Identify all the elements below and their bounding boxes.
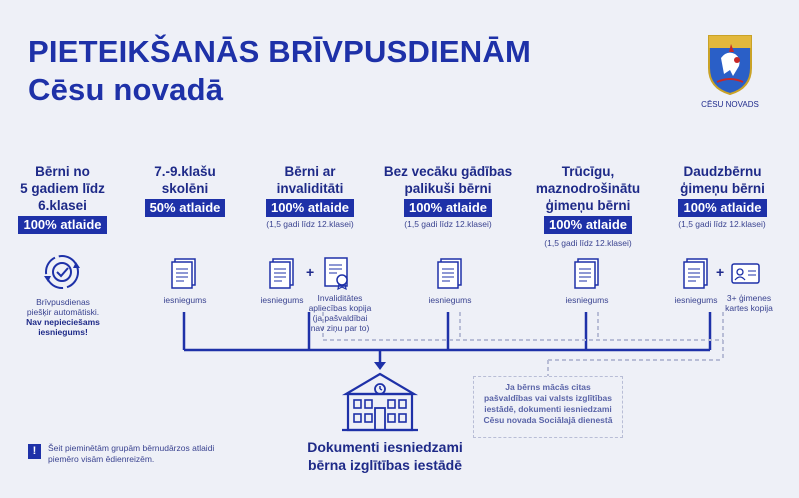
document-icon <box>170 258 198 290</box>
group-heading-line: Trūcīgu, <box>561 164 615 179</box>
info-line: pašvaldības vai valsts izglītības <box>483 393 613 403</box>
group-heading-line: invaliditāti <box>276 181 344 196</box>
auto-bold-line: Nav nepieciešams <box>26 317 100 327</box>
group-heading-line: Daudzbērnu <box>683 164 762 179</box>
footnote-line: piemēro visām ēdienreizēm. <box>48 453 155 464</box>
document-icon <box>682 258 710 290</box>
plus-sign: + <box>306 264 315 280</box>
age-range-note: (1,5 gadi līdz 12.klasei) <box>404 219 492 229</box>
age-range-note: (1,5 gadi līdz 12.klasei) <box>544 238 632 248</box>
school-building-icon <box>340 372 420 434</box>
automatic-assignment-text <box>13 297 113 337</box>
submission-destination <box>290 438 480 474</box>
footnote <box>48 443 248 464</box>
page-title: PIETEIKŠANĀS BRĪVPUSDIENĀM <box>28 34 531 69</box>
document-icon <box>573 258 601 290</box>
document-label-line: kartes kopija <box>725 303 773 313</box>
document-label-line: apliecības kopija <box>308 303 372 313</box>
info-line: iestādē, dokumenti iesniedzami <box>484 404 612 414</box>
group-heading-line: ģimeņu bērni <box>680 181 765 196</box>
page-subtitle: Cēsu novadā <box>28 72 224 107</box>
document-label-multiline <box>300 293 380 333</box>
document-label-line: 3+ ģimenes <box>726 293 772 303</box>
auto-text-line: piešķir automātiski. <box>26 307 100 317</box>
discount-badge: 100% atlaide <box>678 199 766 217</box>
auto-bold-line: iesniegums! <box>38 327 88 337</box>
crest-label: CĒSU NOVADS <box>701 100 759 109</box>
final-text-line: bērna izglītības iestādē <box>307 457 463 473</box>
document-label-line: (ja pašvaldībai <box>312 313 368 323</box>
group-heading-line: skolēni <box>161 181 209 196</box>
group-heading-line: maznodrošinātu <box>535 181 641 196</box>
age-range-note: (1,5 gadi līdz 12.klasei) <box>266 219 354 229</box>
group-heading-line: 5 gadiem līdz <box>20 181 105 196</box>
group-heading-line: Bez vecāku gādības <box>383 164 513 179</box>
discount-badge: 100% atlaide <box>544 216 632 234</box>
group-heading-line: ģimeņu bērni <box>545 198 631 213</box>
footnote-line: Šeit pieminētām grupām bērnudārzos atlaidi <box>48 443 215 453</box>
group-heading-line: palikuši bērni <box>404 181 492 196</box>
document-label: iesniegums <box>674 295 718 305</box>
final-text-line: Dokumenti iesniedzami <box>307 439 463 455</box>
discount-badge: 100% atlaide <box>18 216 106 234</box>
group-heading-line: 7.-9.klašu <box>154 164 216 179</box>
other-municipality-info-box <box>473 376 623 438</box>
certificate-copy-icon <box>322 256 352 290</box>
document-label: iesniegums <box>163 295 207 305</box>
age-range-note: (1,5 gadi līdz 12.klasei) <box>678 219 766 229</box>
auto-text-line: Brīvpusdienas <box>36 297 90 307</box>
discount-badge: 50% atlaide <box>145 199 226 217</box>
group-heading-line: 6.klasei <box>38 198 87 213</box>
document-icon <box>436 258 464 290</box>
document-icon <box>268 258 296 290</box>
document-label: iesniegums <box>428 295 472 305</box>
family-card-icon <box>731 262 761 286</box>
automatic-process-icon <box>42 252 82 292</box>
document-label-line: Invaliditātes <box>317 293 363 303</box>
document-label: iesniegums <box>565 295 609 305</box>
info-line: Ja bērns mācās citas <box>505 382 591 392</box>
discount-badge: 100% atlaide <box>266 199 354 217</box>
document-label: iesniegums <box>260 295 304 305</box>
exclamation-icon: ! <box>28 444 41 459</box>
info-line: Cēsu novada Sociālajā dienestā <box>483 415 613 425</box>
document-label-multiline <box>716 293 782 313</box>
plus-sign: + <box>716 264 725 280</box>
group-heading-line: Bērni ar <box>284 164 336 179</box>
group-heading-line: Bērni no <box>35 164 90 179</box>
discount-badge: 100% atlaide <box>404 199 492 217</box>
document-label-line: nav ziņu par to) <box>310 323 370 333</box>
